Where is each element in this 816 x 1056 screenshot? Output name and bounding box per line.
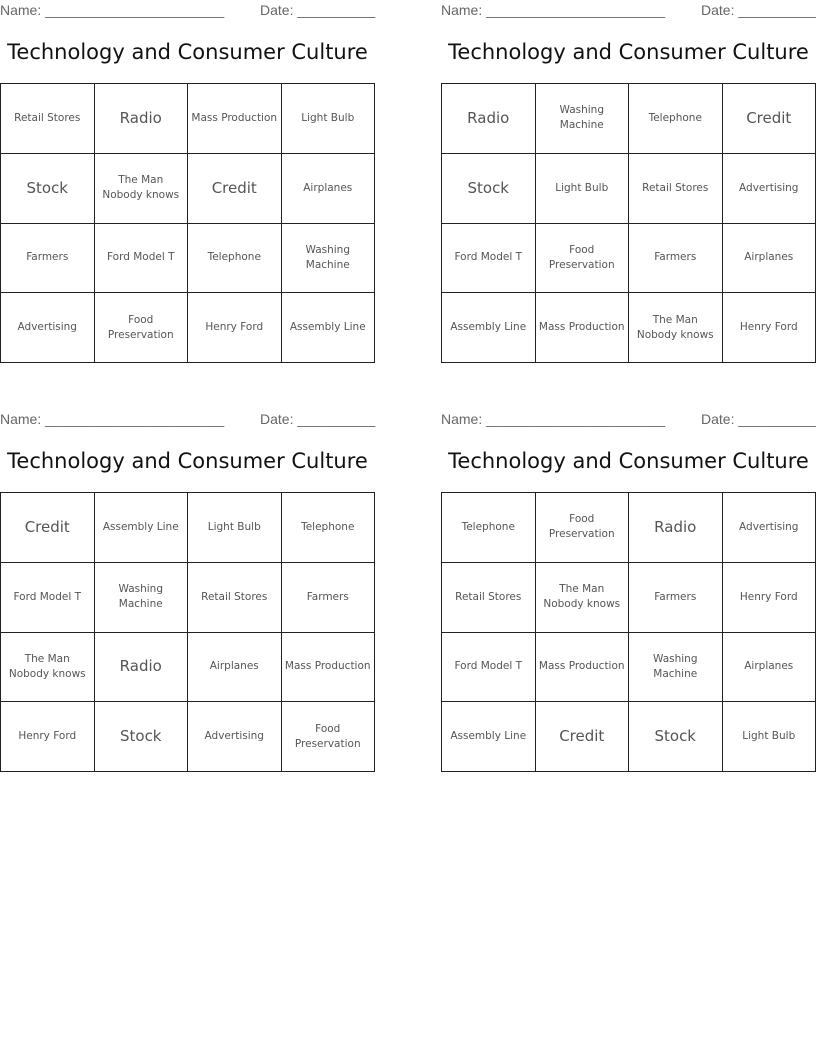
- bingo-cell: Farmers: [629, 224, 723, 294]
- bingo-grid: [441, 83, 816, 363]
- bingo-cell: Credit: [188, 154, 282, 224]
- date-field: Date: __________: [260, 2, 376, 18]
- bingo-cell: Airplanes: [188, 633, 282, 703]
- bingo-cell: Credit: [536, 702, 630, 772]
- bingo-cell: Ford Model T: [1, 563, 95, 633]
- bingo-cell: Assembly Line: [442, 293, 536, 363]
- bingo-cell: Mass Production: [536, 633, 630, 703]
- bingo-cell: Food Preservation: [282, 702, 376, 772]
- date-field: Date: __________: [701, 2, 816, 18]
- card-title: Technology and Consumer Culture: [7, 40, 368, 64]
- name-field: Name: _______________________: [0, 411, 225, 427]
- card-title: Technology and Consumer Culture: [448, 449, 809, 473]
- bingo-cell: Food Preservation: [536, 224, 630, 294]
- bingo-cell: Light Bulb: [282, 84, 376, 154]
- bingo-cell: Mass Production: [282, 633, 376, 703]
- bingo-cell: The Man Nobody knows: [95, 154, 189, 224]
- bingo-cell: Light Bulb: [723, 702, 816, 772]
- card-header: [0, 409, 375, 431]
- date-field: Date: __________: [701, 411, 816, 427]
- bingo-cell: Advertising: [1, 293, 95, 363]
- bingo-cell: Assembly Line: [95, 493, 189, 563]
- bingo-cell: Farmers: [1, 224, 95, 294]
- card-title: Technology and Consumer Culture: [7, 449, 368, 473]
- bingo-cell: Advertising: [723, 154, 816, 224]
- bingo-cell: Radio: [629, 493, 723, 563]
- date-field: Date: __________: [260, 411, 376, 427]
- name-field: Name: _______________________: [0, 2, 225, 18]
- bingo-cell: The Man Nobody knows: [1, 633, 95, 703]
- bingo-card-4: [441, 409, 816, 781]
- bingo-cell: Telephone: [282, 493, 376, 563]
- bingo-grid: [0, 492, 375, 772]
- bingo-cell: Credit: [723, 84, 816, 154]
- bingo-cell: Radio: [95, 633, 189, 703]
- bingo-cell: Light Bulb: [536, 154, 630, 224]
- bingo-cell: Light Bulb: [188, 493, 282, 563]
- bingo-cell: Henry Ford: [1, 702, 95, 772]
- bingo-card-1: [0, 0, 375, 372]
- bingo-cell: The Man Nobody knows: [629, 293, 723, 363]
- bingo-cell: Telephone: [188, 224, 282, 294]
- bingo-cell: Radio: [95, 84, 189, 154]
- bingo-cell: Ford Model T: [442, 633, 536, 703]
- bingo-cell: Washing Machine: [629, 633, 723, 703]
- bingo-cell: Henry Ford: [188, 293, 282, 363]
- name-field: Name: _______________________: [441, 411, 666, 427]
- bingo-cell: Stock: [629, 702, 723, 772]
- bingo-cell: Assembly Line: [282, 293, 376, 363]
- bingo-cell: Assembly Line: [442, 702, 536, 772]
- bingo-cell: Telephone: [629, 84, 723, 154]
- bingo-cell: Stock: [1, 154, 95, 224]
- bingo-grid: [0, 83, 375, 363]
- bingo-cell: The Man Nobody knows: [536, 563, 630, 633]
- bingo-cell: Airplanes: [723, 633, 816, 703]
- card-header: [441, 409, 816, 431]
- bingo-cell: Stock: [95, 702, 189, 772]
- bingo-cell: Retail Stores: [629, 154, 723, 224]
- bingo-cell: Washing Machine: [536, 84, 630, 154]
- bingo-cell: Ford Model T: [442, 224, 536, 294]
- bingo-cell: Credit: [1, 493, 95, 563]
- bingo-cell: Airplanes: [282, 154, 376, 224]
- card-header: [441, 0, 816, 22]
- bingo-cell: Farmers: [629, 563, 723, 633]
- bingo-cell: Retail Stores: [442, 563, 536, 633]
- bingo-card-3: [0, 409, 375, 781]
- bingo-cell: Washing Machine: [95, 563, 189, 633]
- bingo-cell: Washing Machine: [282, 224, 376, 294]
- bingo-cell: Radio: [442, 84, 536, 154]
- bingo-cell: Food Preservation: [95, 293, 189, 363]
- bingo-cell: Advertising: [188, 702, 282, 772]
- bingo-cell: Farmers: [282, 563, 376, 633]
- bingo-grid: [441, 492, 816, 772]
- bingo-cell: Food Preservation: [536, 493, 630, 563]
- name-field: Name: _______________________: [441, 2, 666, 18]
- bingo-cell: Henry Ford: [723, 563, 816, 633]
- card-title: Technology and Consumer Culture: [448, 40, 809, 64]
- bingo-cell: Henry Ford: [723, 293, 816, 363]
- bingo-cell: Telephone: [442, 493, 536, 563]
- bingo-cell: Mass Production: [188, 84, 282, 154]
- bingo-cell: Retail Stores: [188, 563, 282, 633]
- bingo-cell: Advertising: [723, 493, 816, 563]
- bingo-cell: Stock: [442, 154, 536, 224]
- bingo-card-2: [441, 0, 816, 372]
- bingo-cell: Ford Model T: [95, 224, 189, 294]
- bingo-cell: Mass Production: [536, 293, 630, 363]
- bingo-cell: Retail Stores: [1, 84, 95, 154]
- bingo-cell: Airplanes: [723, 224, 816, 294]
- card-header: [0, 0, 375, 22]
